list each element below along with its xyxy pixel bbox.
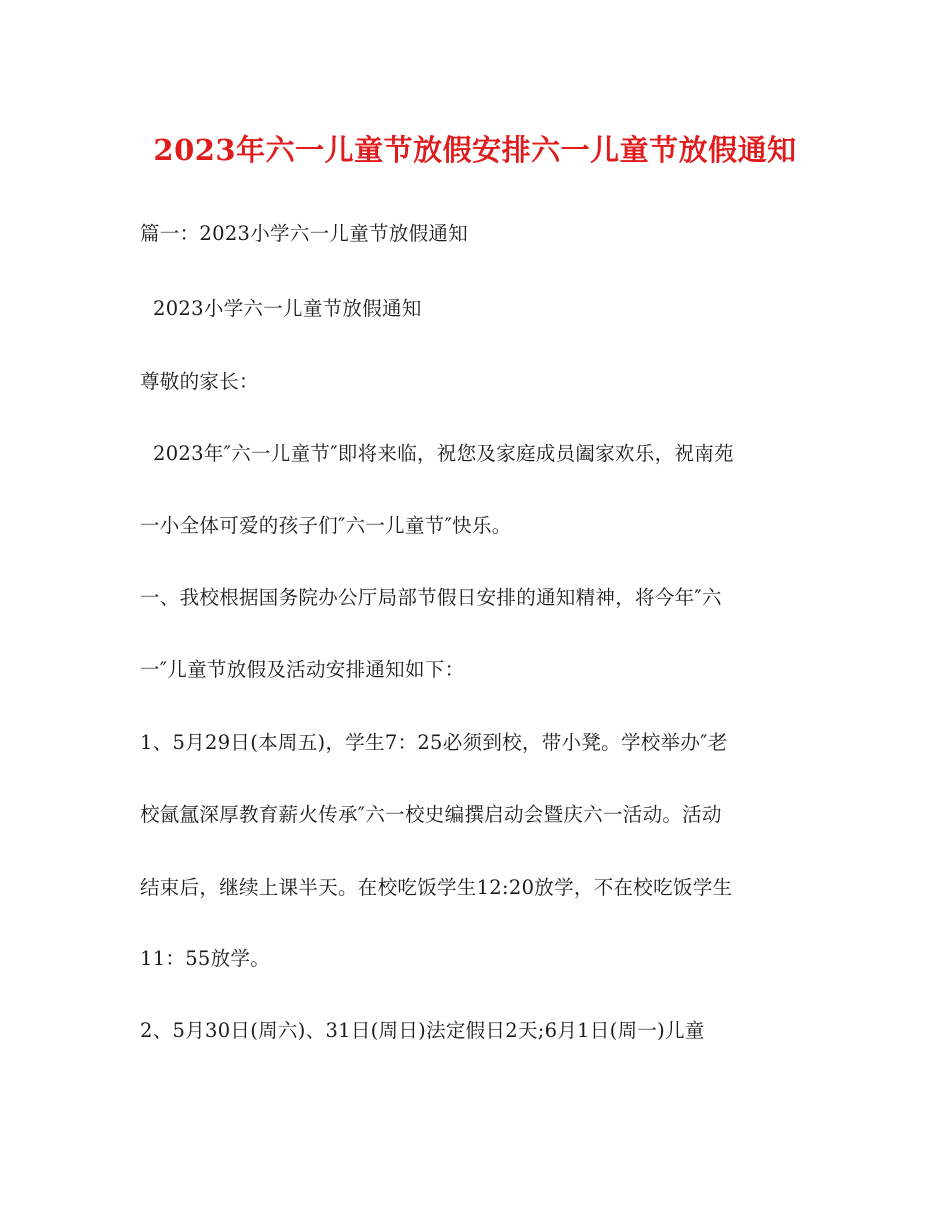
paragraph-line: 一、我校根据国务院办公厅局部节假日安排的通知精神，将今年″六	[140, 586, 722, 609]
document-title: 2023年六一儿童节放假安排六一儿童节放假通知	[153, 133, 797, 167]
section-heading: 篇一：2023小学六一儿童节放假通知	[140, 222, 469, 245]
paragraph-line: 一小全体可爱的孩子们″六一儿童节″快乐。	[140, 514, 512, 537]
paragraph-line: 校氤氲深厚教育薪火传承″六一校史编撰启动会暨庆六一活动。活动	[140, 803, 722, 826]
paragraph-line: 11：55放学。	[140, 947, 271, 970]
paragraph-line: 2023年″六一儿童节″即将来临，祝您及家庭成员阖家欢乐，祝南苑	[140, 442, 734, 465]
paragraph-line: 一″儿童节放假及活动安排通知如下：	[140, 658, 465, 681]
notice-subtitle: 2023小学六一儿童节放假通知	[140, 297, 422, 320]
salutation: 尊敬的家长：	[140, 370, 259, 393]
paragraph-line: 结束后，继续上课半天。在校吃饭学生12:20放学，不在校吃饭学生	[140, 876, 733, 899]
paragraph-line: 1、5月29日(本周五)，学生7：25必须到校，带小凳。学校举办″老	[140, 731, 728, 754]
paragraph-line: 2、5月30日(周六)、31日(周日)法定假日2天;6月1日(周一)儿童	[140, 1019, 705, 1042]
